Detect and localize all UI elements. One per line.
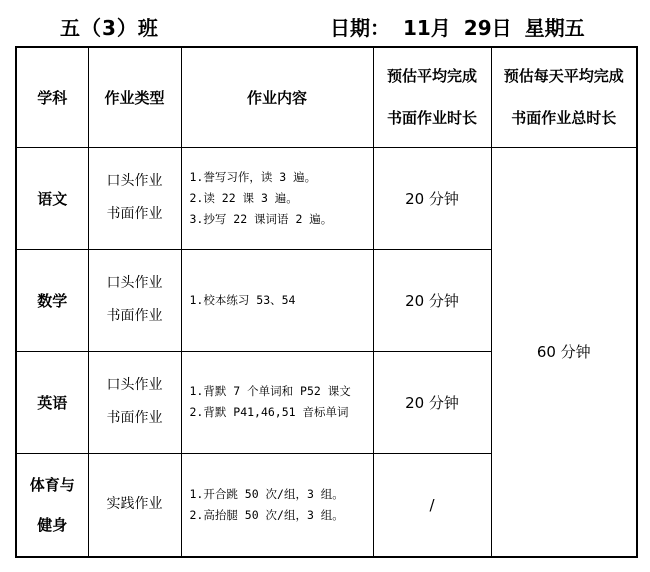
homework-table: [15, 46, 638, 558]
header-duration: 预估平均完成 书面作业时长: [373, 47, 491, 147]
date-label: 日期：: [330, 16, 390, 40]
total-cell: 60 分钟: [491, 147, 637, 557]
subject-cell: 语文: [16, 147, 88, 249]
page-header: [0, 10, 650, 42]
header-total: 预估每天平均完成 书面作业总时长: [491, 47, 637, 147]
subject-cell: 体育与 健身: [16, 453, 88, 557]
duration-cell: /: [373, 453, 491, 557]
table-header-row: [16, 47, 637, 147]
type-cell: 实践作业: [88, 453, 181, 557]
duration-cell: 20 分钟: [373, 147, 491, 249]
weekday: 星期五: [524, 16, 585, 40]
date-month: 11月: [402, 16, 451, 40]
type-cell: 口头作业 书面作业: [88, 249, 181, 351]
type-cell: 口头作业 书面作业: [88, 351, 181, 453]
date-block: [330, 12, 591, 41]
content-cell: 1.校本练习 53、54: [181, 249, 373, 351]
duration-cell: 20 分钟: [373, 249, 491, 351]
type-cell: 口头作业 书面作业: [88, 147, 181, 249]
header-subject: 学科: [16, 47, 88, 147]
content-cell: 1.誊写习作，读 3 遍。 2.读 22 课 3 遍。 3.抄写 22 课词语 2 遍。: [181, 147, 373, 249]
header-type: 作业类型: [88, 47, 181, 147]
subject-cell: 英语: [16, 351, 88, 453]
subject-cell: 数学: [16, 249, 88, 351]
duration-cell: 20 分钟: [373, 351, 491, 453]
class-name: 五（3）班: [60, 16, 159, 40]
content-cell: 1.背默 7 个单词和 P52 课文 2.背默 P41,46,51 音标单词: [181, 351, 373, 453]
table-row: [16, 147, 637, 249]
content-cell: 1.开合跳 50 次/组，3 组。 2.高抬腿 50 次/组，3 组。: [181, 453, 373, 557]
header-content: 作业内容: [181, 47, 373, 147]
date-day: 29日: [463, 16, 512, 40]
